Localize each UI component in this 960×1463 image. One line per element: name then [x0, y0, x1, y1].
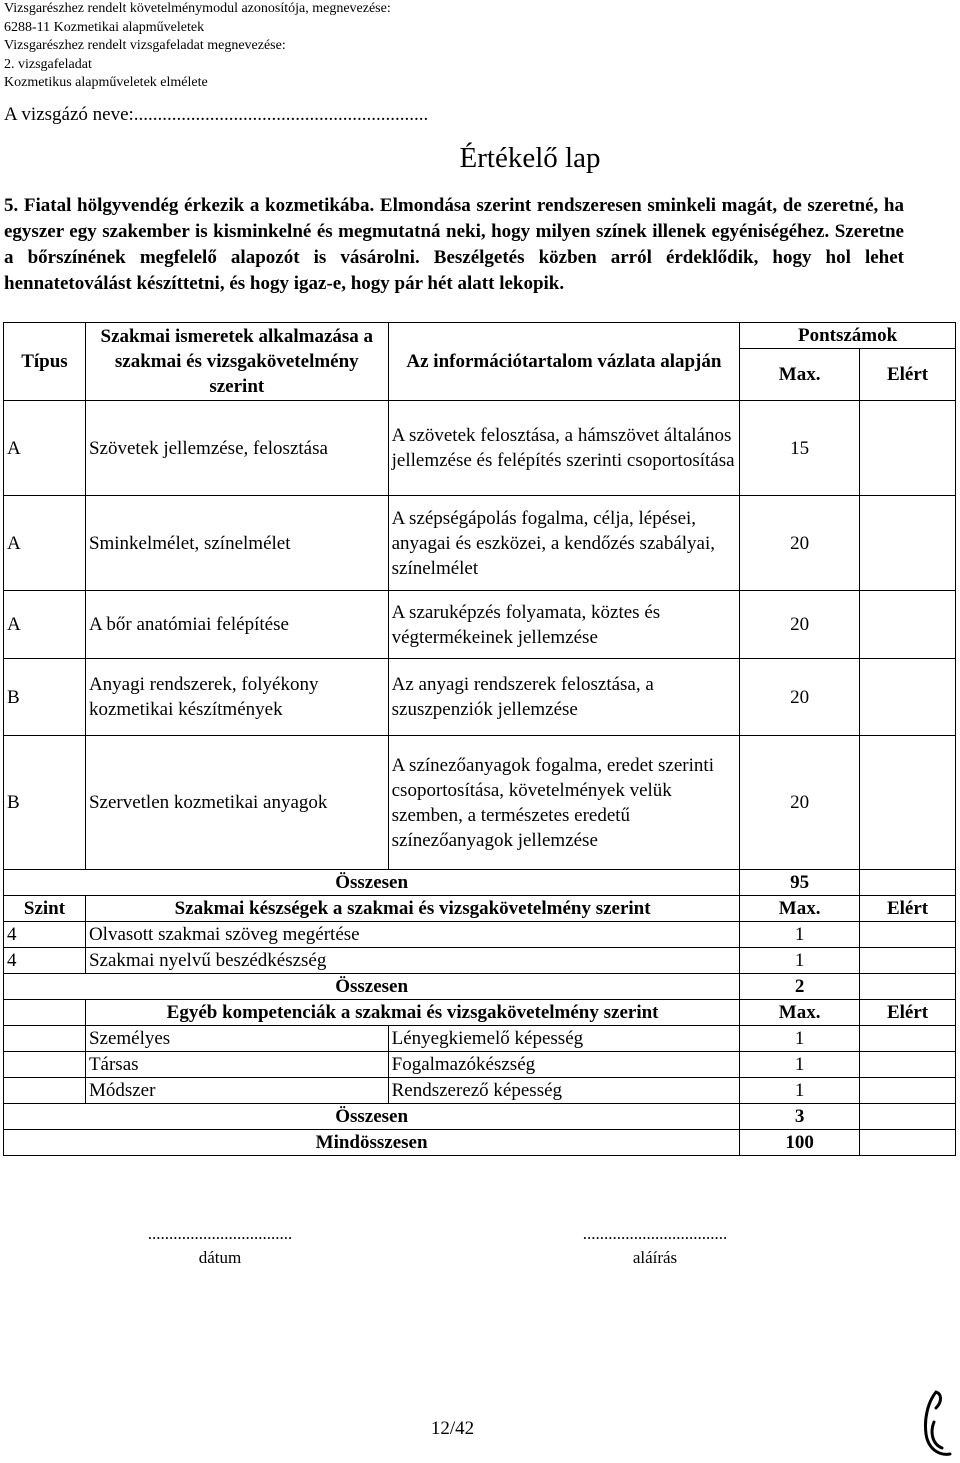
grand-total-achieved[interactable] [860, 1130, 956, 1156]
signature-block [515, 1222, 795, 1270]
col-header-knowledge: Szakmai ismeretek alkalmazása a szakmai és vizsgakövetelmény szerint [85, 323, 388, 401]
row-topic: Anyagi rendszerek, folyékony kozmetikai készítmények [85, 659, 388, 736]
skills-header-achieved: Elért [860, 896, 956, 922]
row-topic: A bőr anatómiai felépítése [85, 591, 388, 659]
total-value: 95 [740, 870, 860, 896]
row-topic: Sminkelmélet, színelmélet [85, 496, 388, 591]
competency-row [4, 1026, 956, 1052]
grand-total-value: 100 [740, 1130, 860, 1156]
signature-dots: .................................. [582, 1224, 728, 1243]
row-type: A [4, 591, 86, 659]
row-max: 20 [740, 591, 860, 659]
competency-label: Lényegkiemelő képesség [388, 1026, 740, 1052]
skill-row [4, 922, 956, 948]
task-description: 5. Fiatal hölgyvendég érkezik a kozmetikába. Elmondása szerint rendszeresen sminkeli magát, de szeretné, ha egyszer egy szakember is kisminkelné és megmutatná neki, hogy milyen színek illenek egyéniségéhez. Szeretne a bőrszínének megfelelő alapozót is vásárolni. Beszélgetés közben arról érdeklődik, hogy hol lehet hennatetoválást készíttetni, és hogy igaz-e, hogy pár hét alatt lekopik. [4, 195, 904, 294]
skill-level: 4 [4, 948, 86, 974]
competency-max: 1 [740, 1078, 860, 1104]
competency-empty [4, 1052, 86, 1078]
skill-label: Olvasott szakmai szöveg megértése [85, 922, 739, 948]
evaluation-table [3, 322, 956, 1156]
total-label: Összesen [4, 1104, 740, 1130]
header-line: Vizsgarészhez rendelt vizsgafeladat megnevezése: [4, 38, 286, 53]
total-value: 3 [740, 1104, 860, 1130]
competency-empty [4, 1078, 86, 1104]
col-header-max: Max. [740, 349, 860, 401]
row-outline: Az anyagi rendszerek felosztása, a szuszpenziók jellemzése [388, 659, 740, 736]
total-achieved[interactable] [860, 974, 956, 1000]
total-achieved[interactable] [860, 1104, 956, 1130]
row-type: B [4, 659, 86, 736]
document-header [4, 0, 391, 93]
signature-label: aláírás [632, 1248, 678, 1267]
skill-label: Szakmai nyelvű beszédkészség [85, 948, 739, 974]
competency-achieved[interactable] [860, 1052, 956, 1078]
competency-max: 1 [740, 1026, 860, 1052]
table-row [4, 591, 956, 659]
date-label: dátum [198, 1248, 242, 1267]
total-achieved[interactable] [860, 870, 956, 896]
page-title: Értékelő lap [459, 142, 601, 174]
candidate-name-line: A vizsgázó neve:.............................................................. [4, 104, 429, 125]
competencies-header-row [4, 1000, 956, 1026]
competency-label: Fogalmazókészség [388, 1052, 740, 1078]
row-achieved[interactable] [860, 591, 956, 659]
row-max: 20 [740, 736, 860, 870]
skill-achieved[interactable] [860, 922, 956, 948]
table-row [4, 401, 956, 496]
header-line: 2. vizsgafeladat [4, 56, 92, 72]
skill-level: 4 [4, 922, 86, 948]
skill-max: 1 [740, 948, 860, 974]
competency-achieved[interactable] [860, 1078, 956, 1104]
row-topic: Szervetlen kozmetikai anyagok [85, 736, 388, 870]
competency-empty [4, 1026, 86, 1052]
row-type: B [4, 736, 86, 870]
skill-max: 1 [740, 922, 860, 948]
skill-row [4, 948, 956, 974]
competency-max: 1 [740, 1052, 860, 1078]
skill-achieved[interactable] [860, 948, 956, 974]
header-line: 6288-11 Kozmetikai alapműveletek [4, 19, 205, 35]
competency-group: Módszer [85, 1078, 388, 1104]
competency-row [4, 1078, 956, 1104]
competency-achieved[interactable] [860, 1026, 956, 1052]
competencies-header-max: Max. [740, 1000, 860, 1026]
row-max: 20 [740, 659, 860, 736]
row-outline: A szépségápolás fogalma, célja, lépései, anyagai és eszközei, a kendőzés szabályai, színelmélet [388, 496, 740, 591]
total-label: Összesen [4, 870, 740, 896]
grand-total-label: Mindösszesen [4, 1130, 740, 1156]
competencies-header-empty [4, 1000, 86, 1026]
row-topic: Szövetek jellemzése, felosztása [85, 401, 388, 496]
row-achieved[interactable] [860, 496, 956, 591]
table-row [4, 659, 956, 736]
header-line: Vizsgarészhez rendelt követelménymodul azonosítója, megnevezése: [4, 1, 391, 16]
skills-header-row [4, 896, 956, 922]
competencies-header-label: Egyéb kompetenciák a szakmai és vizsgakövetelmény szerint [85, 1000, 739, 1026]
col-header-type: Típus [4, 323, 86, 401]
table-row [4, 736, 956, 870]
header-line: Kozmetikus alapműveletek elmélete [4, 75, 208, 90]
row-type: A [4, 496, 86, 591]
total-value: 2 [740, 974, 860, 1000]
competencies-header-achieved: Elért [860, 1000, 956, 1026]
total-row [4, 1104, 956, 1130]
total-row [4, 974, 956, 1000]
handwritten-mark-icon [920, 1388, 958, 1460]
row-achieved[interactable] [860, 401, 956, 496]
date-dots: .................................. [147, 1224, 293, 1243]
row-type: A [4, 401, 86, 496]
col-header-outline: Az információtartalom vázlata alapján [388, 323, 740, 401]
row-max: 15 [740, 401, 860, 496]
col-header-achieved: Elért [860, 349, 956, 401]
row-achieved[interactable] [860, 659, 956, 736]
skills-header-label: Szakmai készségek a szakmai és vizsgakövetelmény szerint [85, 896, 739, 922]
skills-header-max: Max. [740, 896, 860, 922]
total-row [4, 870, 956, 896]
date-signature-block [80, 1222, 360, 1270]
page-number: 12/42 [430, 1418, 475, 1439]
row-outline: A szaruképzés folyamata, köztes és végtermékeinek jellemzése [388, 591, 740, 659]
row-outline: A szövetek felosztása, a hámszövet általános jellemzése és felépítés szerinti csoportosítása [388, 401, 740, 496]
row-max: 20 [740, 496, 860, 591]
skills-header-level: Szint [4, 896, 86, 922]
competency-group: Személyes [85, 1026, 388, 1052]
competency-label: Rendszerező képesség [388, 1078, 740, 1104]
grand-total-row [4, 1130, 956, 1156]
total-label: Összesen [4, 974, 740, 1000]
row-outline: A színezőanyagok fogalma, eredet szerinti csoportosítása, követelmények velük szemben, a természetes eredetű színezőanyagok jellemzése [388, 736, 740, 870]
competency-group: Társas [85, 1052, 388, 1078]
row-achieved[interactable] [860, 736, 956, 870]
table-row [4, 496, 956, 591]
competency-row [4, 1052, 956, 1078]
col-header-points: Pontszámok [740, 323, 956, 349]
